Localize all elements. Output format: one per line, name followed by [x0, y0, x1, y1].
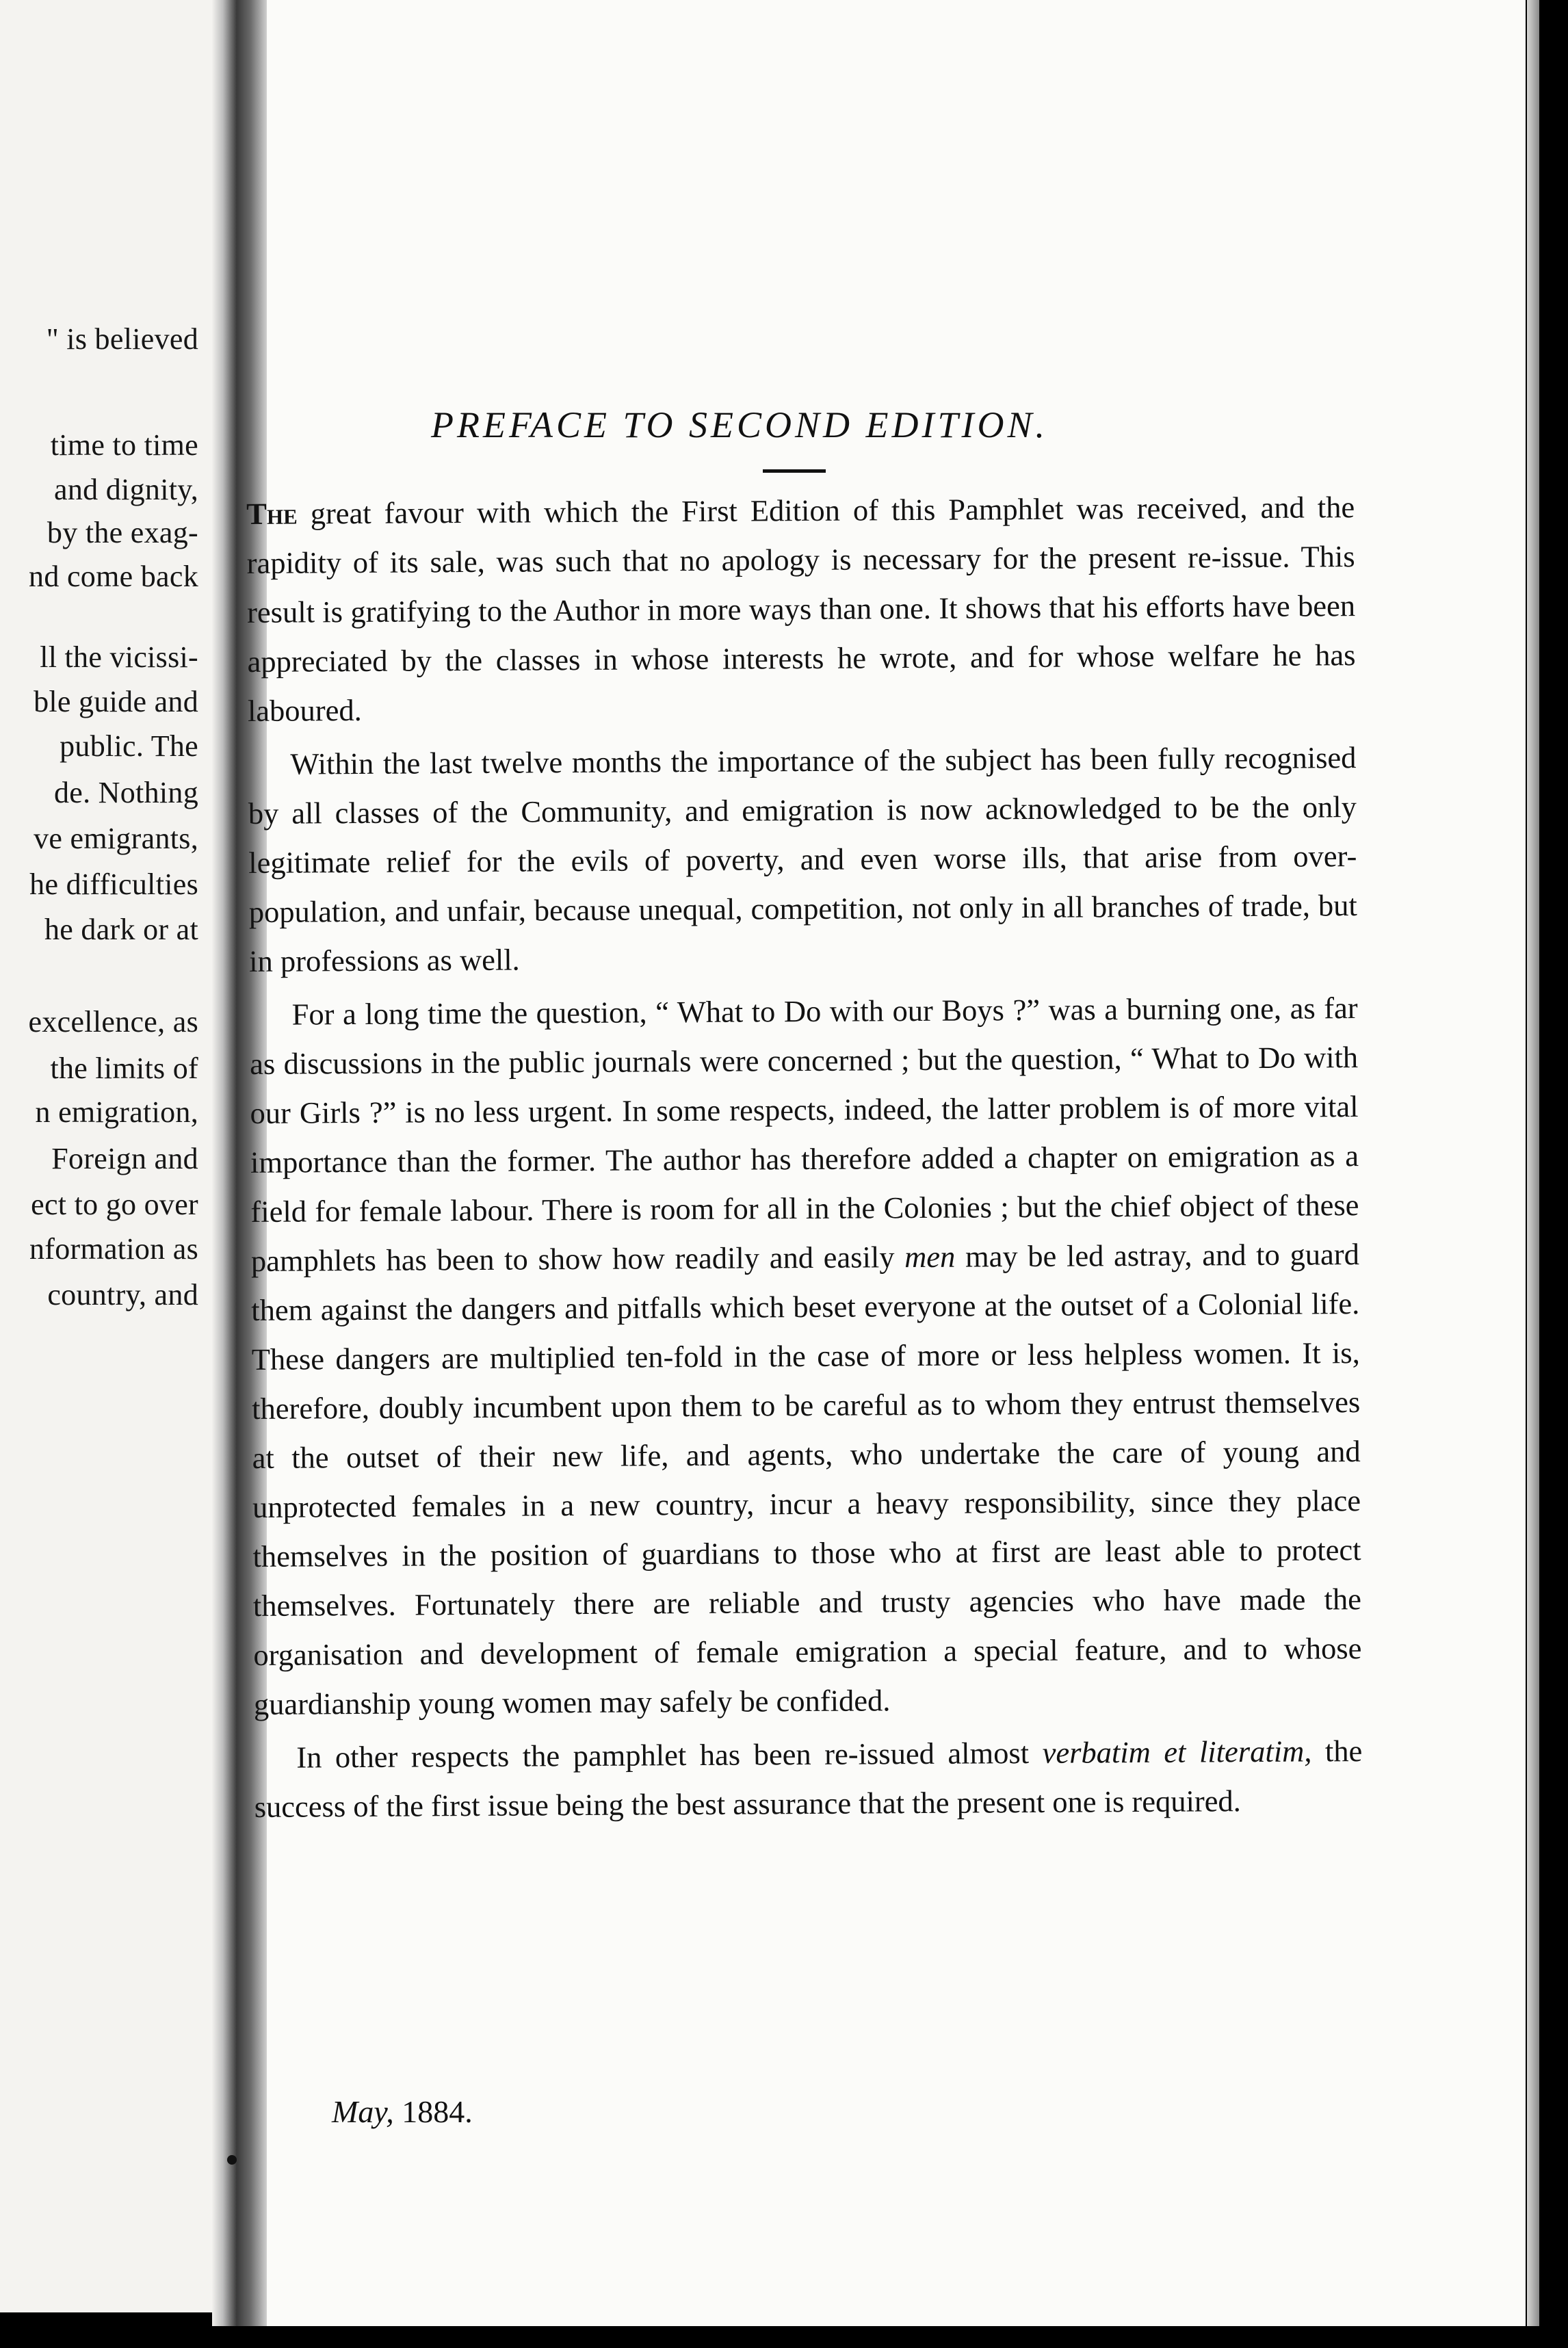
left-page-line: he dark or at [44, 913, 198, 946]
paragraph-2 [248, 733, 1357, 986]
date-month: May, [332, 2094, 394, 2129]
paragraph-3-italic: men [904, 1239, 956, 1275]
left-page-line: nformation as [29, 1232, 198, 1266]
left-facing-page [0, 0, 233, 2312]
left-page-line: time to time [50, 428, 198, 462]
paragraph-1-text: great favour with which the First Edition of this Pamphlet was received, and the rapidity of its sale, was such that no apology is necessary for the present re-issue. This result is gratifying to the Author in more ways than one. It shows that his efforts have been appreciated by the classes in whose interests he wrote, and for whose welfare he has laboured. [246, 490, 1356, 728]
page-edge-shadow [1527, 0, 1539, 2326]
left-page-line: ble guide and [34, 685, 198, 718]
left-page-line: country, and [47, 1278, 198, 1312]
paragraph-4-text-after: the success of the first issue being the best assurance that the present one is required. [254, 1734, 1363, 1824]
paragraph-3 [249, 983, 1362, 1729]
left-page-line: excellence, as [28, 1005, 198, 1039]
left-page-line: n emigration, [35, 1095, 198, 1129]
left-page-text [0, 0, 198, 2312]
preface-body [246, 482, 1363, 1836]
paragraph-4-italic: verbatim et literatim, [1042, 1734, 1312, 1770]
page-title: PREFACE TO SECOND EDITION. [431, 404, 1049, 445]
date-year: 1884. [393, 2094, 473, 2129]
left-page-line: ll the vicissi- [40, 640, 198, 674]
left-page-line: " is believed [46, 322, 198, 356]
gutter-dot [227, 2155, 237, 2165]
left-page-line: de. Nothing [53, 776, 198, 809]
paragraph-2-text: Within the last twelve months the importance of the subject has been fully recognised by all classes of the Community, and emigration is now acknowledged to be the only legitimate relief for the evils of poverty, and even worse ills, that arise from over-population, and unfair, because unequal, competition, not only in all branches of trade, but in professions as well. [248, 740, 1357, 978]
left-page-line: by the exag- [47, 516, 198, 549]
left-page-line: Foreign and [51, 1142, 198, 1175]
left-page-line: and dignity, [54, 473, 198, 506]
left-page-line: ve emigrants, [34, 822, 198, 855]
paragraph-4-text: In other respects the pamphlet has been re-issued almost [296, 1735, 1043, 1775]
paragraph-1-dropcap: The [246, 496, 298, 531]
left-page-line: public. The [60, 729, 198, 763]
paragraph-4 [254, 1726, 1363, 1831]
title-rule [763, 469, 826, 473]
left-page-line: nd come back [29, 560, 198, 593]
paragraph-3-text-after: may be led astray, and to guard them against the dangers and pitfalls which beset everyone at the outset of a Colonial life. These dangers are multiplied ten-fold in the case of more or less helpless women. It is, therefore, doubly incumbent upon them to be careful as to whom they entrust themselves at the outset of their new life, and agents, who undertake the care of young and unprotected females in a new country, incur a heavy responsibility, since they place themselves in the position of guardians to those who at first are least able to protect themselves. Fortunately there are reliable and trusty agencies who have made the organisation and development of female emigration a special feature, and to whose guardianship young women may safely be confided. [251, 1237, 1362, 1721]
left-page-line: he difficulties [29, 868, 198, 901]
paragraph-3-text: For a long time the question, “ What to Do with our Boys ?” was a burning one, as far as discussions in the public journals were concerned ; but the question, “ What to Do with our Girls ?” is no less urgent. In some respects, indeed, the latter problem is of more vital importance than the former. The author has therefore added a chapter on emigration as a field for female labour. There is room for all in the Colonies ; but the chief object of these pamphlets has been to show how readily and easily [249, 991, 1359, 1278]
date-line [332, 2093, 473, 2130]
paragraph-1 [246, 482, 1356, 735]
left-page-line: ect to go over [31, 1188, 198, 1221]
left-page-line: the limits of [50, 1052, 198, 1085]
